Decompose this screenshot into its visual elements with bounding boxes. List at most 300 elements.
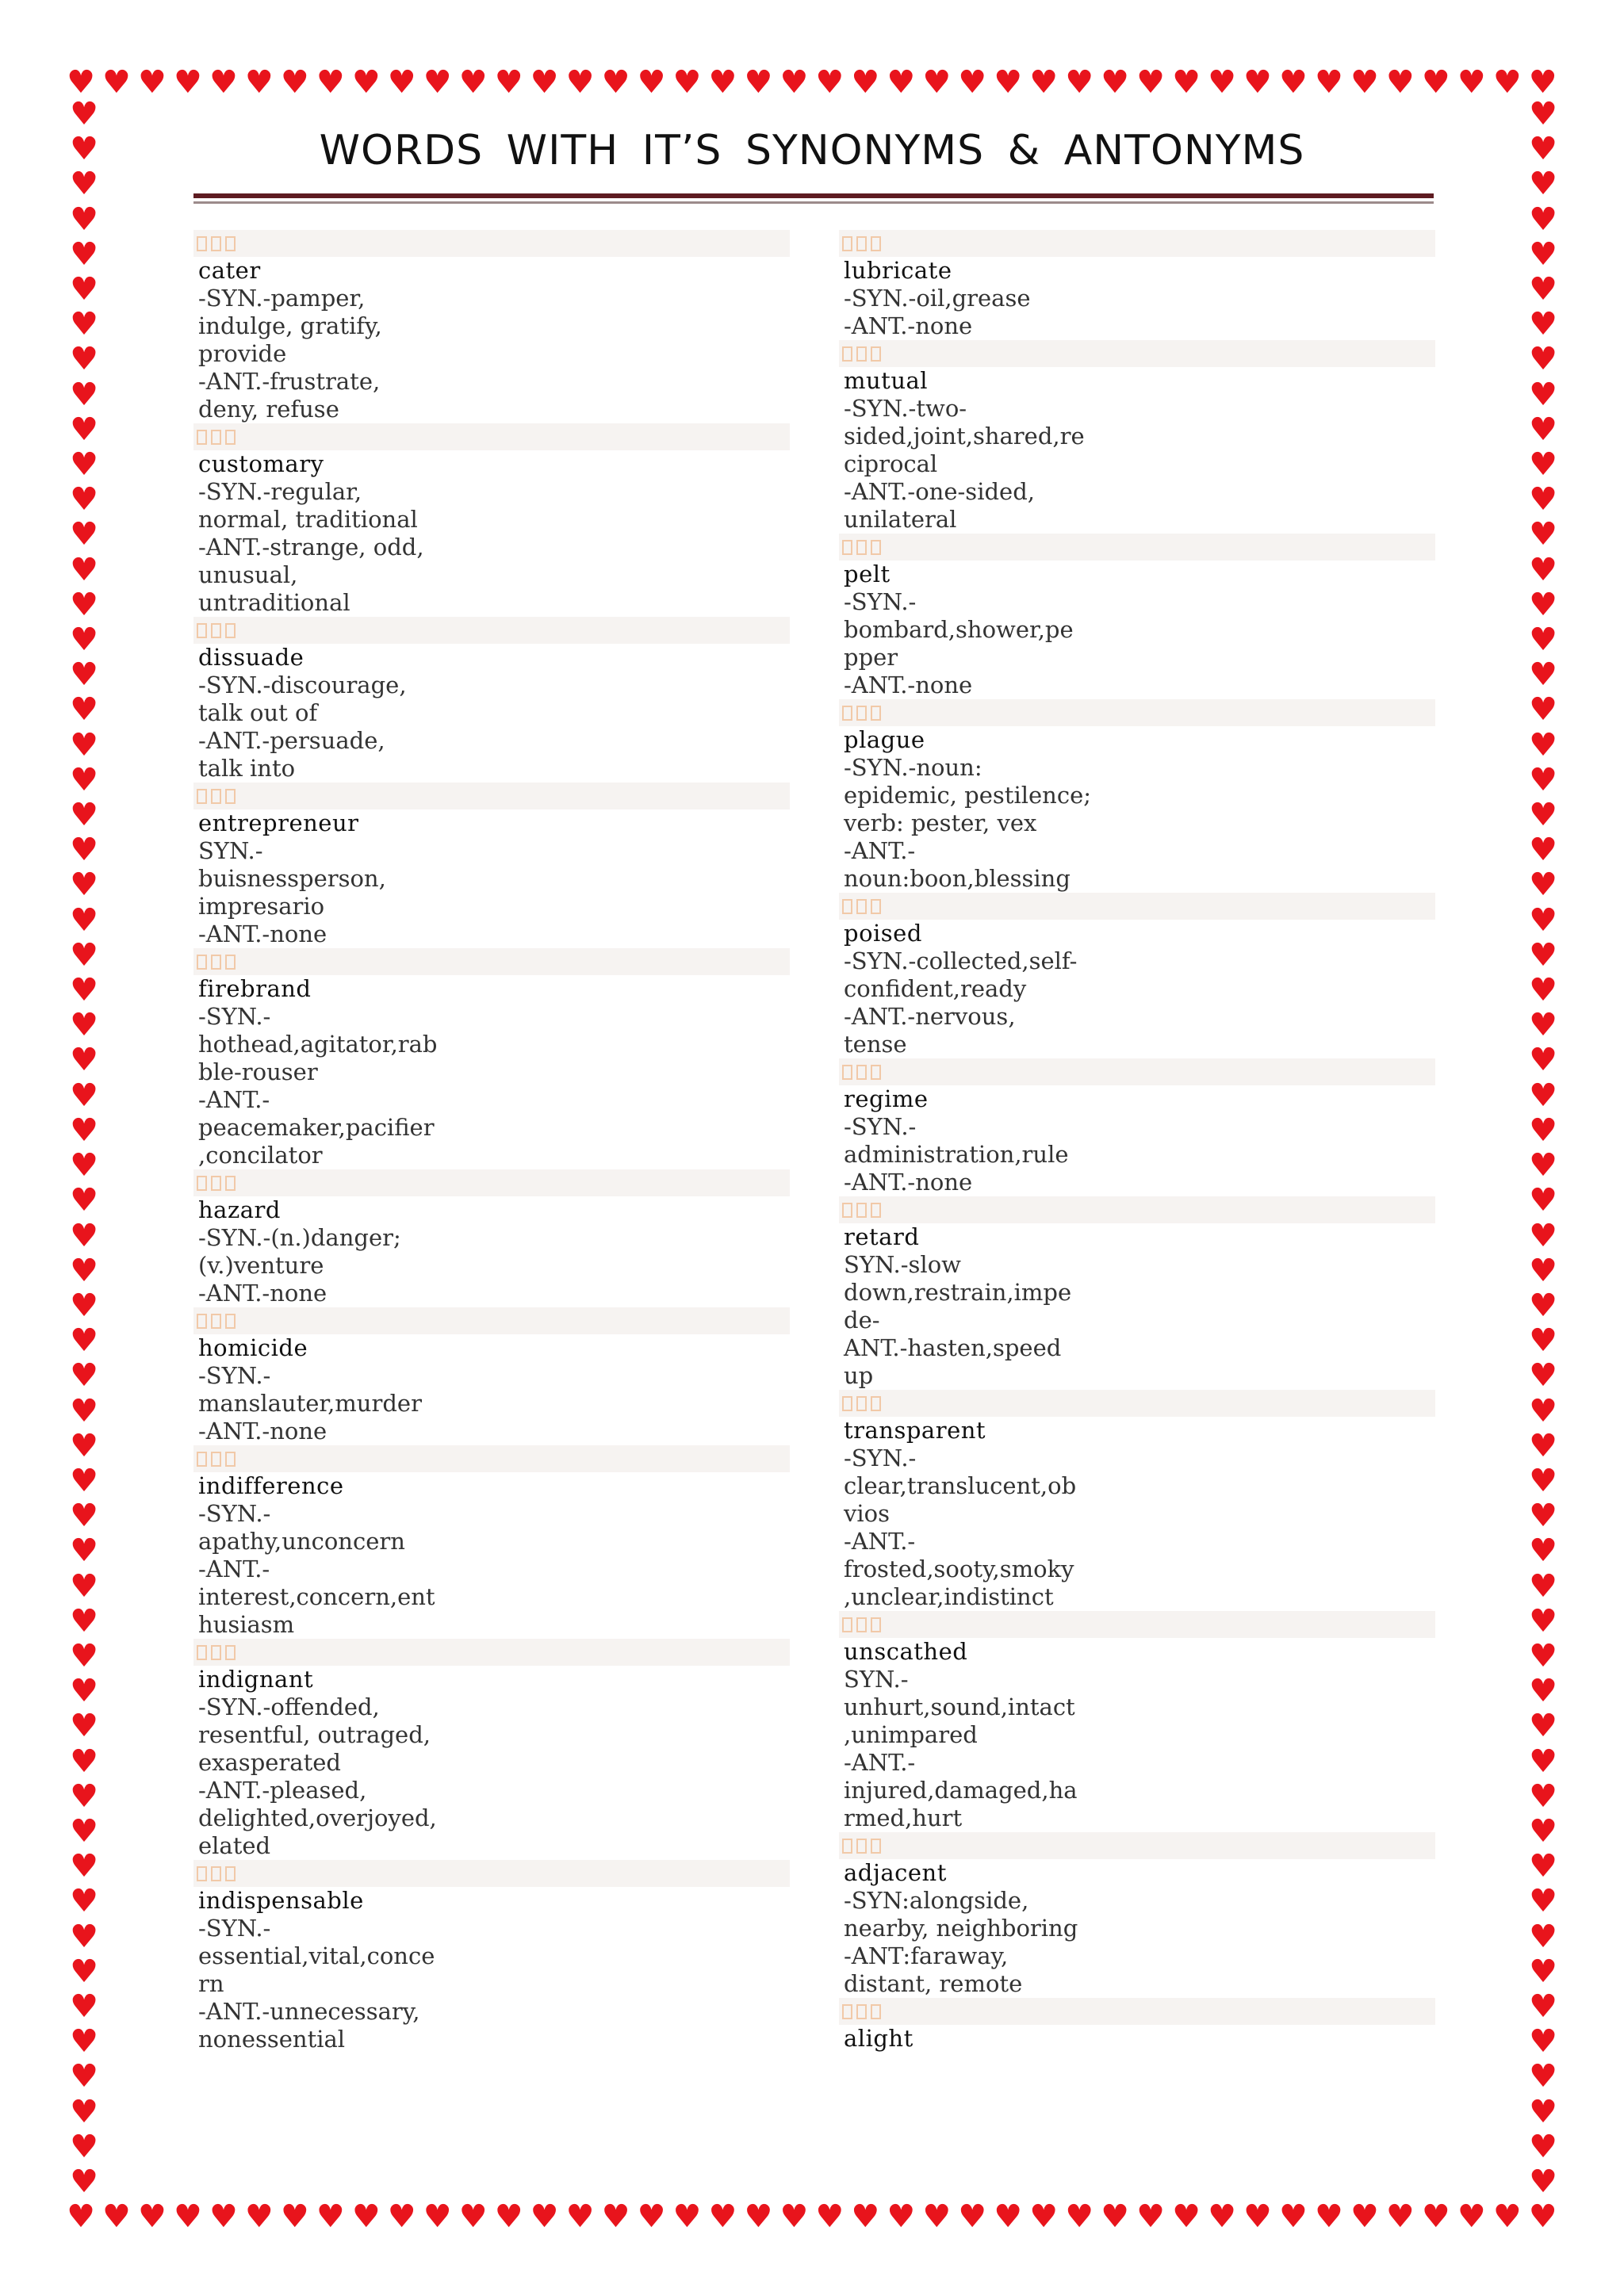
entry-line: peacemaker,pacifier [198, 1114, 435, 1141]
entry-line: -ANT.-none [198, 1418, 327, 1445]
heart-icon: ♥ [70, 936, 98, 974]
entry-line: -ANT:faraway, [844, 1942, 1009, 1969]
heart-icon: ♥ [70, 2023, 98, 2061]
heart-icon: ♥ [1529, 1988, 1557, 2025]
heart-icon: ♥ [70, 1883, 98, 1920]
entry-line: normal, traditional [198, 506, 418, 533]
entry-line: talk out of [198, 699, 318, 726]
missing-glyph-box-icon [225, 789, 236, 804]
entry-line: distant, remote [844, 1970, 1023, 1997]
entry-line: -SYN.-noun: [844, 754, 982, 781]
heart-icon: ♥ [1529, 2058, 1557, 2095]
entry-separator-bar [839, 699, 1435, 726]
heart-icon: ♥ [1279, 2198, 1308, 2235]
entry-line: -ANT.-none [198, 920, 327, 947]
entry-line: untraditional [198, 589, 350, 616]
word-entry [193, 1639, 790, 1860]
entry-line: -ANT.-pleased, [198, 1777, 367, 1804]
missing-glyph-box-icon [856, 2004, 867, 2019]
heart-icon: ♥ [1385, 64, 1415, 101]
heart-icon: ♥ [1492, 2198, 1522, 2235]
entry-line: -ANT.-none [198, 1280, 327, 1307]
entry-line: sided,joint,shared,re [844, 423, 1085, 450]
heart-icon: ♥ [244, 2198, 274, 2235]
missing-glyph-box-icon [842, 236, 852, 251]
left-column [193, 230, 790, 2053]
heart-icon: ♥ [1528, 64, 1557, 101]
heart-icon: ♥ [1350, 2198, 1379, 2235]
heart-icon: ♥ [1529, 832, 1557, 869]
missing-glyph-box-icon [856, 236, 867, 251]
missing-glyph-box-icon [197, 1452, 207, 1467]
entry-line: epidemic, pestilence; [844, 782, 1092, 809]
heart-icon: ♥ [1529, 1147, 1557, 1184]
heart-icon: ♥ [70, 98, 98, 132]
missing-glyph-box-icon [856, 1839, 867, 1854]
entry-line: -ANT.-strange, odd, [198, 534, 424, 561]
missing-glyph-box-icon [842, 2004, 852, 2019]
heart-icon: ♥ [351, 64, 381, 101]
word-entry [193, 230, 790, 423]
entry-line: -SYN.-oil,grease [844, 285, 1031, 312]
heart-icon: ♥ [423, 2198, 452, 2235]
entry-line: ,unimpared [844, 1721, 978, 1748]
heart-icon: ♥ [601, 2198, 630, 2235]
heart-icon: ♥ [70, 1918, 98, 1955]
entry-separator-bar [193, 1639, 790, 1666]
missing-glyph-box-icon [871, 899, 881, 914]
entry-line: up [844, 1362, 874, 1389]
missing-glyph-box-icon [856, 706, 867, 721]
entry-separator-bar [839, 1196, 1435, 1223]
heart-icon: ♥ [209, 64, 238, 101]
heart-icon: ♥ [458, 2198, 488, 2235]
entry-line: -ANT.-one-sided, [844, 478, 1035, 505]
entry-line: -SYN.-collected,self- [844, 947, 1078, 974]
entry-word: lubricate [844, 257, 952, 284]
heart-icon: ♥ [70, 1462, 98, 1499]
heart-border-left [63, 98, 105, 2198]
missing-glyph-box-icon [211, 623, 221, 638]
heart-icon: ♥ [387, 64, 416, 101]
heart-icon: ♥ [1457, 64, 1486, 101]
entry-separator-bar [193, 423, 790, 450]
heart-icon: ♥ [708, 2198, 737, 2235]
missing-glyph-box-icon [197, 430, 207, 445]
heart-icon: ♥ [1279, 64, 1308, 101]
entry-word: hazard [198, 1196, 281, 1223]
entry-line: interest,concern,ent [198, 1583, 435, 1610]
entry-line: unhurt,sound,intact [844, 1693, 1075, 1720]
missing-glyph-box-icon [225, 1645, 236, 1660]
entry-line: indulge, gratify, [198, 312, 382, 339]
heart-icon: ♥ [922, 2198, 952, 2235]
entry-line: deny, refuse [198, 396, 339, 423]
heart-icon: ♥ [280, 64, 309, 101]
entry-separator-bar [193, 617, 790, 644]
entry-line: vios [844, 1500, 890, 1527]
missing-glyph-box-icon [211, 1314, 221, 1329]
word-entry [839, 1390, 1435, 1611]
heart-icon: ♥ [70, 166, 98, 203]
missing-glyph-box-icon [211, 1645, 221, 1660]
heart-icon: ♥ [1529, 1533, 1557, 1570]
heart-icon: ♥ [280, 2198, 309, 2235]
heart-icon: ♥ [887, 2198, 916, 2235]
heart-icon: ♥ [70, 726, 98, 763]
heart-icon: ♥ [1208, 64, 1236, 101]
missing-glyph-box-icon [871, 236, 881, 251]
entry-line: SYN.- [198, 837, 263, 864]
entry-line: (v.)venture [198, 1252, 324, 1279]
heart-icon: ♥ [1529, 1673, 1557, 1710]
heart-icon: ♥ [1529, 1462, 1557, 1499]
entry-line: -ANT.-nervous, [844, 1003, 1016, 1030]
missing-glyph-box-icon [842, 1203, 852, 1218]
heart-icon: ♥ [1529, 1252, 1557, 1289]
heart-icon: ♥ [70, 1147, 98, 1184]
entry-line: ciprocal [844, 450, 938, 477]
heart-icon: ♥ [1528, 2198, 1557, 2235]
title-rule [193, 193, 1434, 198]
entry-line: -ANT.-none [844, 672, 973, 698]
heart-icon: ♥ [1172, 2198, 1201, 2235]
heart-icon: ♥ [1529, 1077, 1557, 1114]
entry-line: -SYN.- [198, 1362, 271, 1389]
heart-icon: ♥ [1029, 64, 1059, 101]
heart-icon: ♥ [67, 64, 95, 101]
entry-line: -SYN.- [844, 1113, 917, 1140]
entry-word: dissuade [198, 644, 304, 671]
missing-glyph-box-icon [842, 1617, 852, 1632]
heart-icon: ♥ [102, 2198, 131, 2235]
heart-icon: ♥ [67, 2198, 95, 2235]
heart-icon: ♥ [1136, 2198, 1165, 2235]
word-entry [193, 617, 790, 783]
missing-glyph-box-icon [871, 1065, 881, 1080]
heart-icon: ♥ [244, 64, 274, 101]
heart-icon: ♥ [1529, 656, 1557, 694]
heart-icon: ♥ [1529, 761, 1557, 798]
word-entry [839, 1058, 1435, 1196]
entry-separator-bar [839, 1611, 1435, 1638]
heart-icon: ♥ [70, 1392, 98, 1429]
heart-icon: ♥ [1243, 2198, 1272, 2235]
heart-icon: ♥ [637, 2198, 666, 2235]
entry-word: indignant [198, 1666, 314, 1693]
entry-separator-bar [193, 1860, 790, 1887]
heart-icon: ♥ [1529, 2128, 1557, 2165]
entry-line: -SYN.-regular, [198, 478, 362, 505]
entry-line: -SYN.- [198, 1915, 271, 1942]
heart-icon: ♥ [351, 2198, 381, 2235]
heart-icon: ♥ [1529, 1287, 1557, 1324]
missing-glyph-box-icon [211, 955, 221, 970]
missing-glyph-box-icon [842, 1839, 852, 1854]
entry-line: ,unclear,indistinct [844, 1583, 1054, 1610]
heart-icon: ♥ [70, 761, 98, 798]
word-entry [839, 534, 1435, 699]
missing-glyph-box-icon [856, 1065, 867, 1080]
word-entry [839, 230, 1435, 340]
entry-separator-bar [193, 1307, 790, 1334]
entry-word: cater [198, 257, 261, 284]
heart-icon: ♥ [672, 2198, 702, 2235]
heart-icon: ♥ [70, 271, 98, 308]
heart-icon: ♥ [1529, 1427, 1557, 1464]
heart-icon: ♥ [70, 2128, 98, 2165]
entry-word: customary [198, 450, 324, 477]
heart-icon: ♥ [994, 2198, 1023, 2235]
heart-icon: ♥ [1529, 1217, 1557, 1254]
heart-icon: ♥ [70, 622, 98, 659]
missing-glyph-box-icon [842, 899, 852, 914]
word-entry [839, 340, 1435, 534]
entry-line: clear,translucent,ob [844, 1472, 1077, 1499]
heart-icon: ♥ [565, 2198, 595, 2235]
heart-icon: ♥ [70, 867, 98, 904]
heart-icon: ♥ [1314, 64, 1343, 101]
entry-separator-bar [839, 230, 1435, 257]
entry-line: -SYN.- [198, 1500, 271, 1527]
heart-icon: ♥ [1529, 797, 1557, 834]
entry-line: -ANT.-frustrate, [198, 368, 381, 395]
heart-icon: ♥ [1529, 1708, 1557, 1745]
heart-icon: ♥ [70, 1498, 98, 1535]
heart-icon: ♥ [316, 2198, 345, 2235]
missing-glyph-box-icon [197, 623, 207, 638]
entry-word: regime [844, 1085, 929, 1112]
heart-icon: ♥ [423, 64, 452, 101]
heart-icon: ♥ [1529, 1848, 1557, 1885]
heart-icon: ♥ [70, 1812, 98, 1850]
entry-word: unscathed [844, 1638, 968, 1665]
entry-separator-bar [839, 1058, 1435, 1085]
entry-line: -SYN.- [198, 1003, 271, 1030]
heart-icon: ♥ [209, 2198, 238, 2235]
heart-icon: ♥ [70, 446, 98, 484]
heart-icon: ♥ [1172, 64, 1201, 101]
entry-line: nonessential [198, 2026, 346, 2053]
heart-icon: ♥ [1029, 2198, 1059, 2235]
heart-icon: ♥ [1529, 1883, 1557, 1920]
heart-icon: ♥ [70, 691, 98, 729]
heart-icon: ♥ [1529, 2023, 1557, 2061]
heart-icon: ♥ [1529, 1567, 1557, 1605]
missing-glyph-box-icon [842, 540, 852, 555]
heart-icon: ♥ [70, 551, 98, 588]
heart-icon: ♥ [70, 411, 98, 448]
heart-icon: ♥ [1529, 1812, 1557, 1850]
heart-icon: ♥ [1529, 1777, 1557, 1815]
heart-icon: ♥ [637, 64, 666, 101]
heart-icon: ♥ [70, 201, 98, 238]
heart-icon: ♥ [1529, 271, 1557, 308]
heart-icon: ♥ [70, 2058, 98, 2095]
heart-icon: ♥ [851, 2198, 880, 2235]
heart-icon: ♥ [1529, 936, 1557, 974]
heart-icon: ♥ [70, 341, 98, 378]
heart-icon: ♥ [1101, 2198, 1130, 2235]
heart-icon: ♥ [1529, 972, 1557, 1009]
heart-icon: ♥ [70, 1182, 98, 1219]
entry-separator-bar [839, 340, 1435, 367]
missing-glyph-box-icon [856, 1396, 867, 1411]
heart-icon: ♥ [1457, 2198, 1486, 2235]
heart-icon: ♥ [1529, 1357, 1557, 1395]
word-entry [193, 1445, 790, 1639]
word-entry [193, 1307, 790, 1445]
heart-icon: ♥ [601, 64, 630, 101]
missing-glyph-box-icon [871, 540, 881, 555]
entry-word: indispensable [198, 1887, 364, 1914]
entry-separator-bar [839, 893, 1435, 920]
heart-icon: ♥ [1529, 2163, 1557, 2198]
missing-glyph-box-icon [842, 706, 852, 721]
entry-line: frosted,sooty,smoky [844, 1556, 1074, 1582]
entry-line: nearby, neighboring [844, 1915, 1078, 1942]
missing-glyph-box-icon [211, 1176, 221, 1191]
heart-icon: ♥ [1529, 726, 1557, 763]
entry-line: -ANT.-none [844, 1169, 973, 1196]
heart-icon: ♥ [1529, 1112, 1557, 1149]
entry-line: injured,damaged,ha [844, 1777, 1078, 1804]
heart-icon: ♥ [1421, 64, 1450, 101]
entry-line: -ANT.- [844, 837, 916, 864]
entry-line: impresario [198, 893, 325, 920]
missing-glyph-box-icon [871, 1617, 881, 1632]
heart-icon: ♥ [1529, 1182, 1557, 1219]
missing-glyph-box-icon [225, 955, 236, 970]
missing-glyph-box-icon [197, 789, 207, 804]
entry-line: hothead,agitator,rab [198, 1031, 438, 1058]
word-entry [839, 699, 1435, 893]
word-entry [193, 948, 790, 1169]
heart-icon: ♥ [1529, 98, 1557, 132]
missing-glyph-box-icon [225, 1176, 236, 1191]
heart-icon: ♥ [70, 1252, 98, 1289]
heart-icon: ♥ [1421, 2198, 1450, 2235]
heart-icon: ♥ [1529, 2093, 1557, 2130]
entry-line: -SYN.-offended, [198, 1693, 380, 1720]
word-entry [193, 783, 790, 948]
entry-line: provide [198, 340, 287, 367]
missing-glyph-box-icon [871, 346, 881, 362]
entry-word: pelt [844, 561, 891, 587]
heart-icon: ♥ [70, 1743, 98, 1780]
heart-icon: ♥ [1529, 1637, 1557, 1674]
heart-icon: ♥ [458, 64, 488, 101]
heart-icon: ♥ [1243, 64, 1272, 101]
heart-icon: ♥ [1529, 306, 1557, 343]
heart-icon: ♥ [1529, 1392, 1557, 1429]
heart-icon: ♥ [1136, 64, 1165, 101]
entry-line: -ANT.- [844, 1528, 916, 1555]
right-column [839, 230, 1435, 2053]
heart-icon: ♥ [70, 832, 98, 869]
heart-icon: ♥ [1529, 901, 1557, 939]
heart-icon: ♥ [70, 1602, 98, 1640]
entry-separator-bar [839, 1390, 1435, 1417]
heart-icon: ♥ [70, 306, 98, 343]
heart-icon: ♥ [958, 2198, 987, 2235]
heart-icon: ♥ [387, 2198, 416, 2235]
heart-icon: ♥ [70, 1637, 98, 1674]
heart-icon: ♥ [1529, 1498, 1557, 1535]
heart-icon: ♥ [1529, 622, 1557, 659]
heart-icon: ♥ [744, 64, 773, 101]
missing-glyph-box-icon [871, 2004, 881, 2019]
heart-icon: ♥ [815, 64, 845, 101]
heart-icon: ♥ [494, 64, 523, 101]
entry-word: alight [844, 2025, 914, 2052]
entry-line: -ANT.-persuade, [198, 727, 385, 754]
missing-glyph-box-icon [871, 706, 881, 721]
entry-line: down,restrain,impe [844, 1279, 1072, 1306]
missing-glyph-box-icon [211, 1452, 221, 1467]
entry-line: -ANT.-none [844, 312, 973, 339]
entry-line: rn [198, 1970, 224, 1997]
missing-glyph-box-icon [871, 1839, 881, 1854]
heart-icon: ♥ [851, 64, 880, 101]
heart-icon: ♥ [1101, 64, 1130, 101]
heart-icon: ♥ [1529, 166, 1557, 203]
entry-line: -SYN.- [844, 588, 917, 615]
heart-icon: ♥ [1529, 516, 1557, 553]
entry-line: de- [844, 1307, 880, 1334]
heart-icon: ♥ [1529, 551, 1557, 588]
missing-glyph-box-icon [842, 1065, 852, 1080]
entry-line: unilateral [844, 506, 957, 533]
heart-icon: ♥ [70, 1777, 98, 1815]
missing-glyph-box-icon [211, 236, 221, 251]
heart-icon: ♥ [779, 64, 809, 101]
heart-icon: ♥ [70, 972, 98, 1009]
heart-icon: ♥ [70, 1427, 98, 1464]
heart-icon: ♥ [1529, 1918, 1557, 1955]
missing-glyph-box-icon [225, 1452, 236, 1467]
missing-glyph-box-icon [856, 346, 867, 362]
entry-word: retard [844, 1223, 920, 1250]
heart-icon: ♥ [70, 131, 98, 168]
heart-icon: ♥ [994, 64, 1023, 101]
heart-icon: ♥ [70, 1533, 98, 1570]
entry-word: poised [844, 920, 922, 947]
heart-icon: ♥ [1529, 1953, 1557, 1990]
heart-icon: ♥ [70, 2093, 98, 2130]
entry-line: -SYN:alongside, [844, 1887, 1029, 1914]
missing-glyph-box-icon [225, 430, 236, 445]
heart-icon: ♥ [815, 2198, 845, 2235]
heart-icon: ♥ [70, 586, 98, 623]
missing-glyph-box-icon [856, 899, 867, 914]
heart-icon: ♥ [70, 1848, 98, 1885]
entry-line: -SYN.-two- [844, 395, 967, 422]
heart-icon: ♥ [70, 1287, 98, 1324]
entry-line: ANT.-hasten,speed [844, 1334, 1062, 1361]
heart-icon: ♥ [744, 2198, 773, 2235]
entry-line: noun:boon,blessing [844, 865, 1071, 892]
entry-line: -ANT.-unnecessary, [198, 1998, 420, 2025]
entry-line: SYN.-slow [844, 1251, 961, 1278]
entry-separator-bar [193, 230, 790, 257]
heart-icon: ♥ [1065, 64, 1094, 101]
heart-icon: ♥ [1529, 1322, 1557, 1360]
entry-line: -SYN.-(n.)danger; [198, 1224, 401, 1251]
word-entry [839, 1832, 1435, 1998]
missing-glyph-box-icon [842, 346, 852, 362]
heart-icon: ♥ [1529, 446, 1557, 484]
